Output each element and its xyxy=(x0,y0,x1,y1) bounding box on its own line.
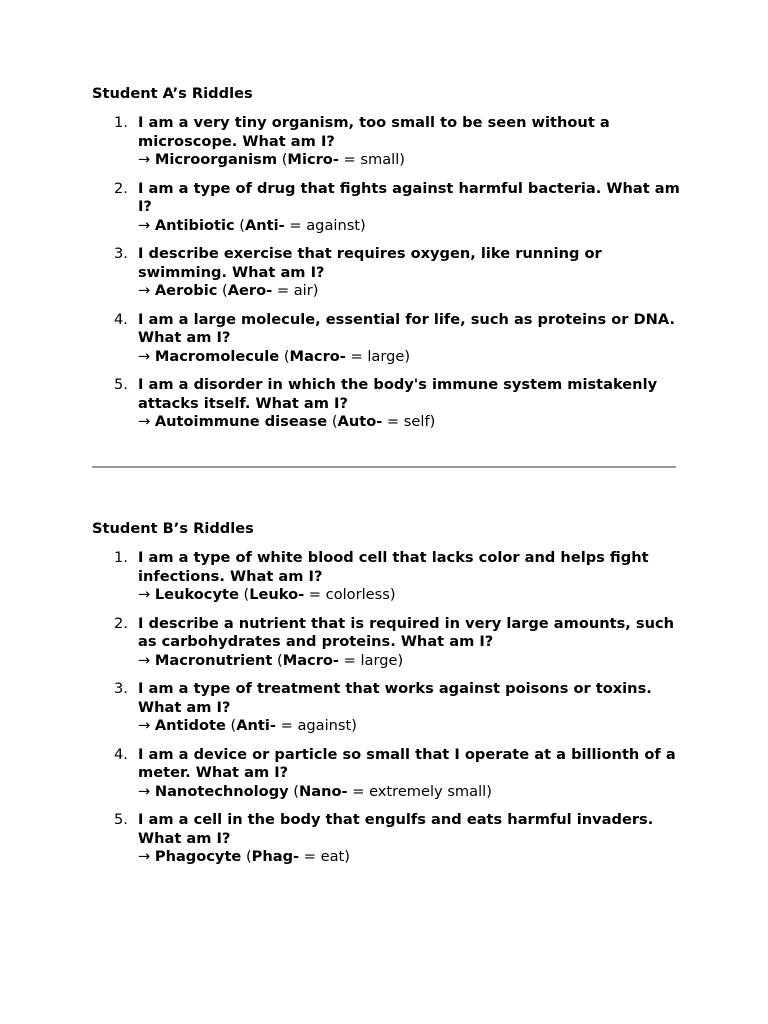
open-paren: ( xyxy=(217,282,228,299)
riddle-item xyxy=(92,746,682,802)
riddle-answer-line xyxy=(138,217,682,236)
riddle-question: I am a very tiny organism, too small to be seen without a microscope. What am I? xyxy=(138,114,610,150)
riddle-prefix: Aero- xyxy=(227,282,273,299)
riddle-answer: Antidote xyxy=(154,717,226,734)
riddle-item xyxy=(92,549,682,605)
riddle-answer-line xyxy=(138,717,682,736)
riddle-meaning: = against) xyxy=(284,216,366,234)
riddle-meaning: = against) xyxy=(275,717,357,734)
riddle-prefix: Anti- xyxy=(245,216,285,234)
open-paren: ( xyxy=(277,151,288,168)
riddle-prefix: Leuko- xyxy=(249,586,305,603)
riddle-question: I am a cell in the body that engulfs and eats harmful invaders. What am I? xyxy=(138,811,654,847)
open-paren: ( xyxy=(279,347,290,365)
riddle-number: 4. xyxy=(114,310,128,328)
riddle-meaning: = self) xyxy=(382,413,436,430)
open-paren: ( xyxy=(225,717,237,734)
arrow-icon: → xyxy=(138,651,151,669)
riddle-question: I describe exercise that requires oxygen, like running or swimming. What am I? xyxy=(138,245,602,281)
riddle-meaning: = small) xyxy=(338,151,405,168)
open-paren: ( xyxy=(288,782,300,800)
riddle-question: I am a large molecule, essential for life, such as proteins or DNA. What am I? xyxy=(138,310,675,346)
riddle-number: 1. xyxy=(114,114,128,131)
riddle-item xyxy=(92,114,682,170)
riddle-meaning: = air) xyxy=(272,282,319,299)
arrow-icon: → xyxy=(138,848,151,865)
riddle-answer: Antibiotic xyxy=(154,216,235,234)
riddle-answer-line xyxy=(138,848,682,867)
riddle-prefix: Macro- xyxy=(282,651,339,669)
riddle-question: I am a type of treatment that works against poisons or toxins. What am I? xyxy=(138,680,652,716)
riddle-item xyxy=(92,811,682,867)
riddle-meaning: = extremely small) xyxy=(347,782,492,800)
arrow-icon: → xyxy=(138,347,151,365)
arrow-icon: → xyxy=(138,717,151,734)
section-divider xyxy=(92,466,676,468)
riddle-item xyxy=(92,376,682,432)
riddle-number: 3. xyxy=(114,245,128,262)
section-title-student-b: Student B’s Riddles xyxy=(92,520,254,537)
arrow-icon: → xyxy=(138,151,151,168)
riddle-answer: Leukocyte xyxy=(154,586,239,603)
open-paren: ( xyxy=(241,848,252,865)
riddle-list-student-a xyxy=(92,114,682,442)
riddle-number: 5. xyxy=(114,811,128,828)
riddle-prefix: Macro- xyxy=(289,347,346,365)
riddle-item xyxy=(92,245,682,301)
riddle-meaning: = eat) xyxy=(299,848,350,865)
riddle-list-student-b xyxy=(92,549,682,877)
riddle-item xyxy=(92,180,682,236)
riddle-answer-line xyxy=(138,348,682,367)
riddle-prefix: Micro- xyxy=(287,151,339,168)
riddle-meaning: = large) xyxy=(345,347,411,365)
riddle-number: 3. xyxy=(114,680,128,697)
riddle-answer-line xyxy=(138,783,682,802)
riddle-answer: Microorganism xyxy=(154,151,278,168)
riddle-number: 2. xyxy=(114,614,128,632)
riddle-prefix: Auto- xyxy=(337,413,383,430)
riddle-answer-line xyxy=(138,586,682,605)
riddle-answer-line xyxy=(138,413,682,432)
riddle-item xyxy=(92,615,682,671)
riddle-answer: Aerobic xyxy=(154,282,218,299)
riddle-answer: Phagocyte xyxy=(154,848,242,865)
riddle-meaning: = large) xyxy=(339,651,404,669)
riddle-answer: Macronutrient xyxy=(154,651,273,669)
arrow-icon: → xyxy=(138,586,151,603)
riddle-answer-line xyxy=(138,652,682,671)
section-title-student-a: Student A’s Riddles xyxy=(92,85,253,102)
riddle-answer: Macromolecule xyxy=(154,347,280,365)
riddle-prefix: Nano- xyxy=(299,782,348,800)
arrow-icon: → xyxy=(138,413,151,430)
open-paren: ( xyxy=(327,413,338,430)
riddle-item xyxy=(92,680,682,736)
riddle-prefix: Phag- xyxy=(251,848,300,865)
riddle-question: I am a disorder in which the body's immune system mistakenly attacks itself. What am I? xyxy=(138,376,658,412)
riddle-question: I am a device or particle so small that I operate at a billionth of a meter. What am I? xyxy=(138,745,676,781)
riddle-prefix: Anti- xyxy=(236,717,276,734)
riddle-number: 4. xyxy=(114,745,128,763)
arrow-icon: → xyxy=(138,216,151,234)
riddle-question: I am a type of white blood cell that lacks color and helps fight infections. What am I? xyxy=(138,549,649,585)
riddle-answer-line xyxy=(138,151,682,170)
riddle-number: 2. xyxy=(114,179,128,197)
riddle-item xyxy=(92,311,682,367)
riddle-number: 5. xyxy=(114,376,128,393)
open-paren: ( xyxy=(272,651,283,669)
arrow-icon: → xyxy=(138,282,151,299)
riddle-question: I describe a nutrient that is required in very large amounts, such as carbohydrates and proteins. What am I? xyxy=(138,614,675,650)
riddle-answer-line xyxy=(138,282,682,301)
open-paren: ( xyxy=(238,586,250,603)
riddle-meaning: = colorless) xyxy=(304,586,396,603)
riddle-question: I am a type of drug that fights against harmful bacteria. What am I? xyxy=(138,179,680,215)
arrow-icon: → xyxy=(138,782,151,800)
open-paren: ( xyxy=(234,216,245,234)
riddle-answer: Nanotechnology xyxy=(154,782,289,800)
riddle-answer: Autoimmune disease xyxy=(154,413,328,430)
riddle-number: 1. xyxy=(114,549,128,566)
